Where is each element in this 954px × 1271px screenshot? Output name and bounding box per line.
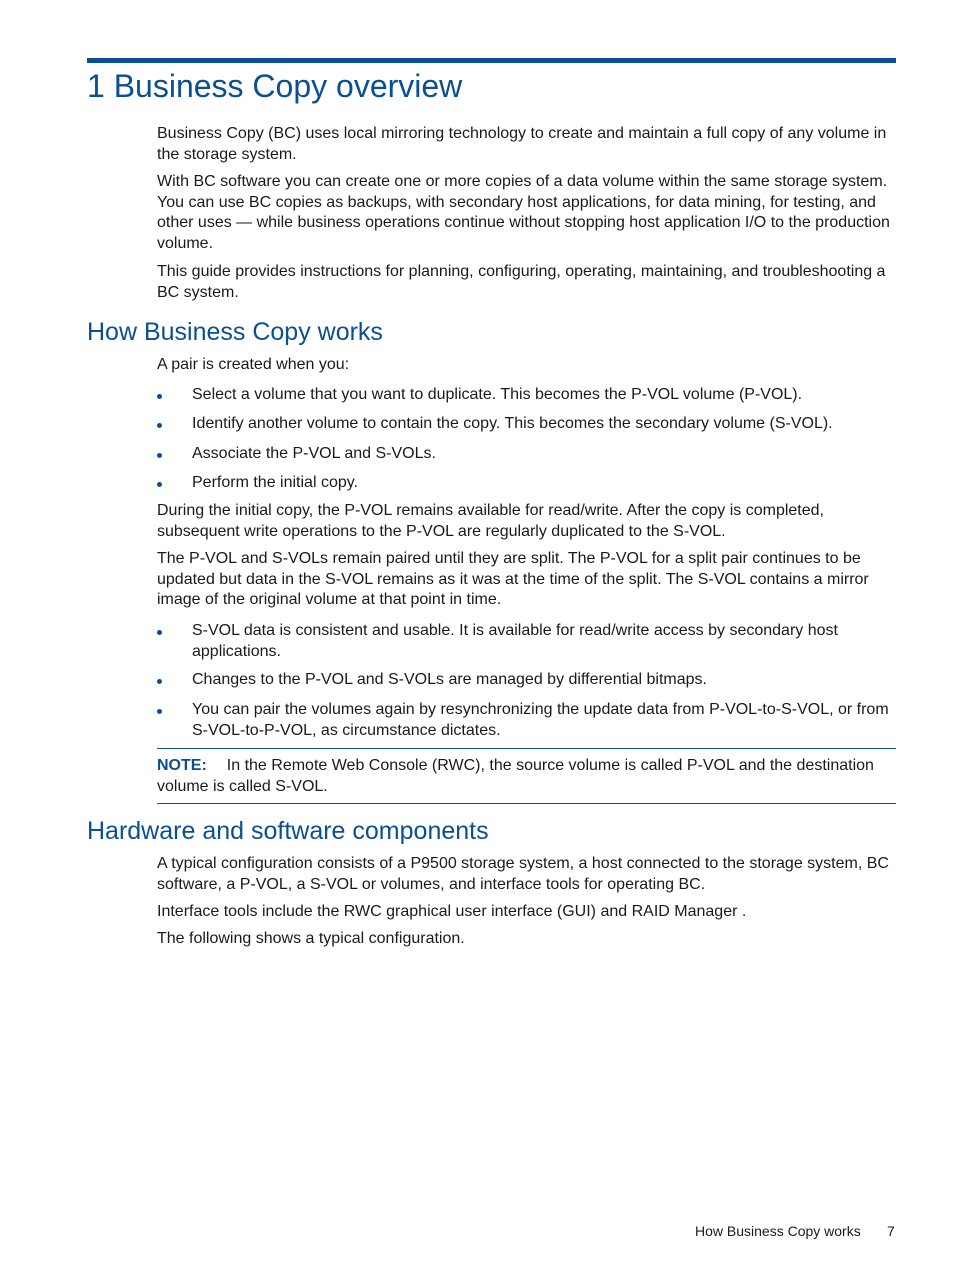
bullet-icon — [157, 709, 162, 714]
note-box — [157, 756, 899, 797]
bullet-icon — [157, 679, 162, 684]
list-item-text: Associate the P-VOL and S-VOLs. — [192, 445, 436, 462]
list-item-text: Changes to the P-VOL and S-VOLs are managed by differential bitmaps. — [192, 671, 707, 688]
list-item-text: S-VOL data is consistent and usable. It is available for read/write access by secondary host applications. — [192, 622, 838, 660]
bullet-icon — [157, 423, 162, 428]
list-item-text: Perform the initial copy. — [192, 474, 358, 491]
list-item-text: Identify another volume to contain the copy. This becomes the secondary volume (S-VOL). — [192, 415, 833, 432]
bullet-icon — [157, 630, 162, 635]
list-item-text: You can pair the volumes again by resynchronizing the update data from P-VOL-to-S-VOL, or from S-VOL-to-P-VOL, as circumstance dictates. — [192, 701, 889, 739]
footer-page-number: 7 — [887, 1223, 895, 1239]
intro-paragraph-1: Business Copy (BC) uses local mirroring technology to create and maintain a full copy of any volume in the storage system. — [157, 125, 887, 163]
pair-lead-text: A pair is created when you: — [157, 356, 350, 373]
note-label: NOTE: — [157, 757, 207, 774]
bullet-icon — [157, 394, 162, 399]
chapter-title: 1 Business Copy overview — [87, 68, 463, 104]
components-paragraph-1: A typical configuration consists of a P9500 storage system, a host connected to the storage system, BC software, a P-VOL, a S-VOL or volumes, and interface tools for operating BC. — [157, 855, 889, 893]
initial-copy-paragraph: During the initial copy, the P-VOL remains available for read/write. After the copy is completed, subsequent write operations to the P-VOL are regularly duplicated to the S-VOL. — [157, 502, 824, 540]
bullet-icon — [157, 453, 162, 458]
components-paragraph-2: Interface tools include the RWC graphical user interface (GUI) and RAID Manager . — [157, 903, 747, 920]
chapter-top-rule — [87, 58, 896, 63]
note-top-rule — [157, 748, 896, 749]
bullet-icon — [157, 482, 162, 487]
section-heading-how-it-works: How Business Copy works — [87, 318, 383, 346]
section-heading-components: Hardware and software components — [87, 817, 489, 845]
intro-paragraph-3: This guide provides instructions for planning, configuring, operating, maintaining, and troubleshooting a BC system. — [157, 263, 886, 301]
intro-paragraph-2: With BC software you can create one or more copies of a data volume within the same storage system. You can use BC copies as backups, with secondary host applications, for data mining, for testing, and other uses — while business operations continue without stopping host application I/O to the production volume. — [157, 173, 890, 252]
list-item-text: Select a volume that you want to duplicate. This becomes the P-VOL volume (P-VOL). — [192, 386, 803, 403]
note-bottom-rule — [157, 803, 896, 804]
footer-section-title: How Business Copy works — [695, 1223, 861, 1239]
note-text: In the Remote Web Console (RWC), the source volume is called P-VOL and the destination volume is called S-VOL. — [157, 757, 874, 795]
components-paragraph-3: The following shows a typical configuration. — [157, 930, 465, 947]
split-paragraph: The P-VOL and S-VOLs remain paired until they are split. The P-VOL for a split pair continues to be updated but data in the S-VOL remains as it was at the time of the split. The S-VOL contains a mirror image of the original volume at that point in time. — [157, 550, 869, 609]
